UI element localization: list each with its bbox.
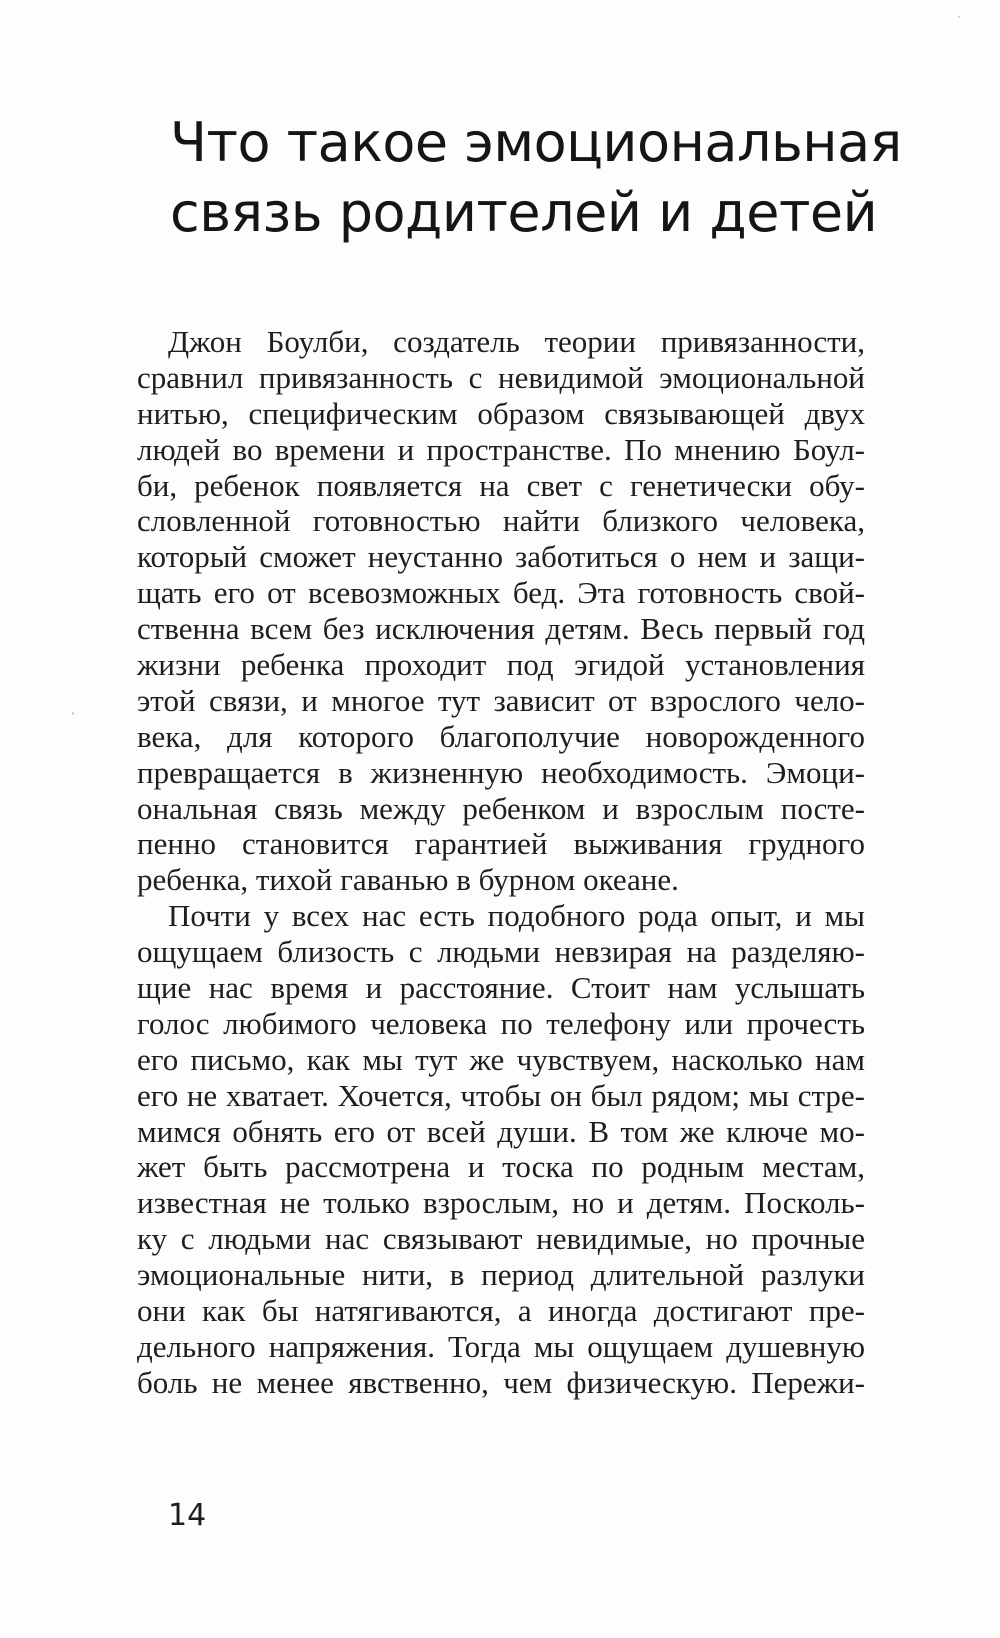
text-line: би, ребенок появляется на свет с генетически обу- xyxy=(137,467,865,503)
text-line: щие нас время и расстояние. Стоит нам услышать xyxy=(137,970,865,1006)
text-line: словленной готовностью найти близкого человека, xyxy=(137,503,865,539)
text-line: боль не менее явственно, чем физическую. Пережи- xyxy=(137,1364,865,1400)
text-line: нитью, специфическим образом связывающей двух xyxy=(137,395,865,431)
text-line: его письмо, как мы тут же чувствуем, насколько нам xyxy=(137,1041,865,1077)
chapter-title xyxy=(170,108,930,248)
text-line: превращается в жизненную необходимость. Эмоци- xyxy=(137,754,865,790)
text-line: голос любимого человека по телефону или прочесть xyxy=(137,1005,865,1041)
text-line: ональная связь между ребенком и взрослым посте- xyxy=(137,790,865,826)
text-line: жет быть рассмотрена и тоска по родным местам, xyxy=(137,1149,865,1185)
text-line: ощущаем близость с людьми невзирая на разделяю- xyxy=(137,934,865,970)
text-line: известная не только взрослым, но и детям. Посколь- xyxy=(137,1185,865,1221)
text-line: его не хватает. Хочется, чтобы он был рядом; мы стре- xyxy=(137,1077,865,1113)
text-line: людей во времени и пространстве. По мнению Боул- xyxy=(137,431,865,467)
text-line: ственна всем без исключения детям. Весь первый год xyxy=(137,611,865,647)
text-line: ку с людьми нас связывают невидимые, но прочные xyxy=(137,1221,865,1257)
text-line: этой связи, и многое тут зависит от взрослого чело- xyxy=(137,682,865,718)
text-line: который сможет неустанно заботиться о нем и защи- xyxy=(137,539,865,575)
text-line: мимся обнять его от всей души. В том же ключе мо- xyxy=(137,1113,865,1149)
text-line: века, для которого благополучие новорожденного xyxy=(137,718,865,754)
text-line: ребенка, тихой гаванью в бурном океане. xyxy=(137,862,679,898)
page-number: 14 xyxy=(168,1498,207,1533)
text-line: дельного напряжения. Тогда мы ощущаем душевную xyxy=(137,1328,865,1364)
body-text xyxy=(137,324,865,1401)
text-line: Джон Боулби, создатель теории привязанности, xyxy=(168,324,865,359)
paper-speck xyxy=(958,16,960,18)
chapter-title-line-2: связь родителей и детей xyxy=(170,181,878,244)
text-line: Почти у всех нас есть подобного рода опыт, и мы xyxy=(168,898,865,934)
text-line: щать его от всевозможных бед. Эта готовность свой- xyxy=(137,575,865,611)
text-line: пенно становится гарантией выживания грудного xyxy=(137,826,865,862)
paper-speck xyxy=(72,712,74,715)
chapter-title-line-1: Что такое эмоциональная xyxy=(170,111,902,174)
text-line: они как бы натягиваются, а иногда достигают пре- xyxy=(137,1293,865,1329)
text-line: сравнил привязанность с невидимой эмоциональной xyxy=(137,359,865,395)
text-line: эмоциональные нити, в период длительной разлуки xyxy=(137,1257,865,1293)
text-line: жизни ребенка проходит под эгидой установления xyxy=(137,647,865,683)
